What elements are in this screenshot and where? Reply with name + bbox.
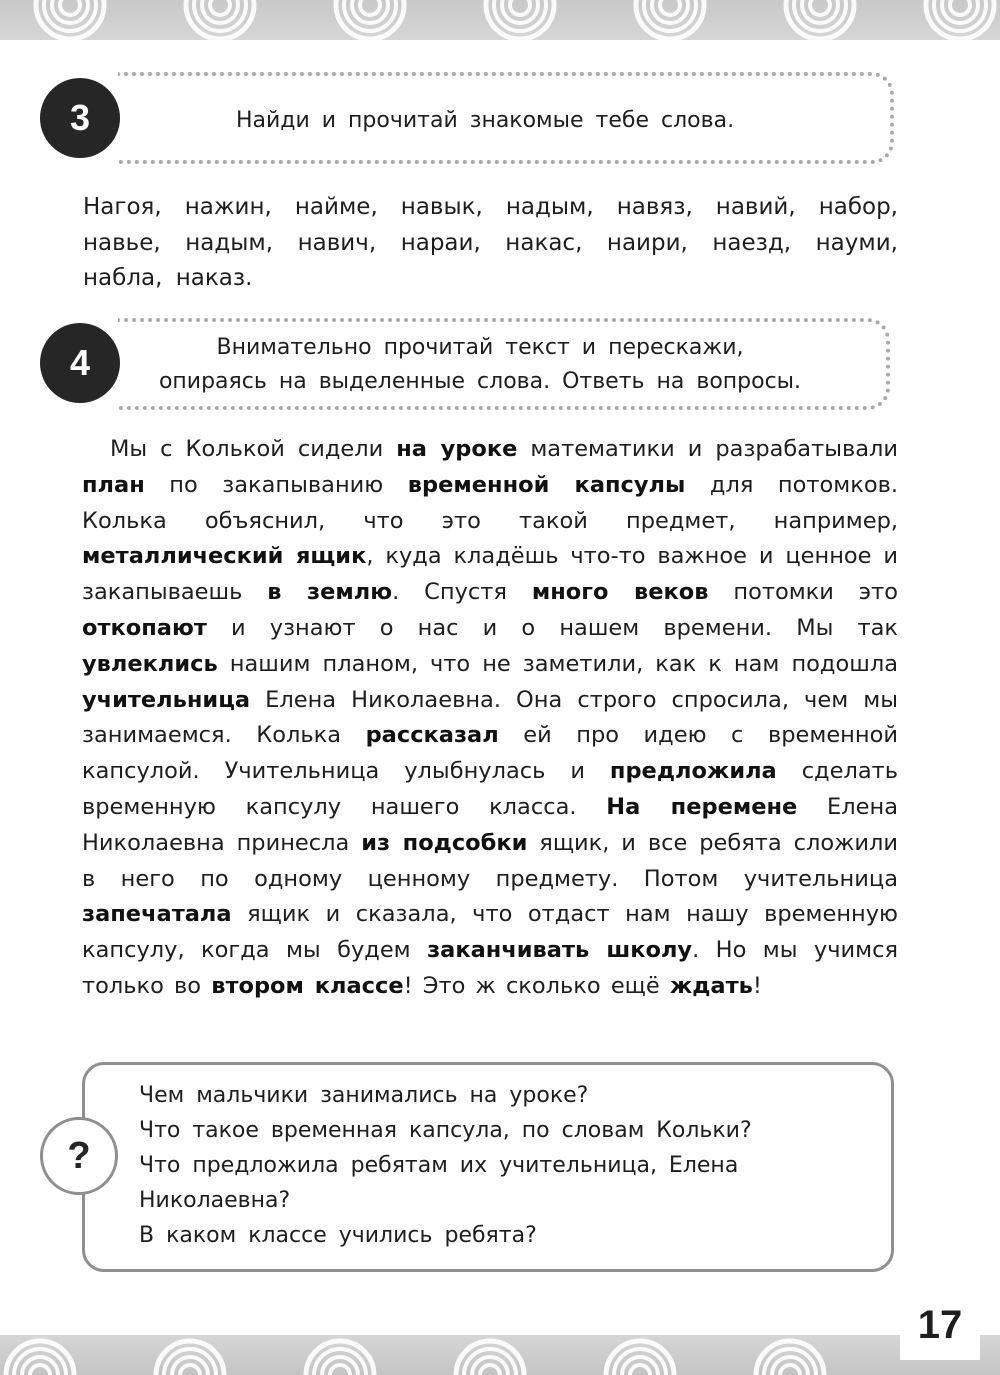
spiral-icon bbox=[186, 0, 254, 39]
keyword: план bbox=[82, 471, 145, 498]
keyword: откопают bbox=[82, 614, 207, 641]
keyword: рассказал bbox=[365, 722, 499, 749]
story-text-segment: ей про идею с временной капсулой. Учительница улыбнулась и bbox=[82, 722, 898, 785]
story-text-segment: ящик, и все ребята сложили в него по одному ценному предмету. Потом учительница bbox=[82, 829, 898, 892]
task4-instruction bbox=[130, 331, 830, 399]
keyword: запечатала bbox=[82, 901, 232, 928]
story-text-segment: по закапыванию bbox=[144, 471, 408, 498]
keyword: в землю bbox=[267, 579, 393, 606]
story-text-segment: и узнают о нас и о нашем времени. Мы так bbox=[206, 614, 898, 641]
spiral-icon bbox=[36, 0, 104, 39]
question-3-line1: Что предложила ребятам их учительница, Елена bbox=[139, 1153, 739, 1178]
task3-word-list: Нагоя, нажин, найме, навык, надым, навяз, навий, набор, навье, надым, навич, нараи, накас, наири, наезд, науми, набла, наказ. bbox=[83, 194, 898, 291]
spiral-icon bbox=[606, 1341, 674, 1375]
question-3-line2: Николаевна? bbox=[139, 1188, 291, 1213]
story-text bbox=[82, 432, 898, 1005]
spiral-icon bbox=[6, 1341, 74, 1375]
task4-instruction-line2: опираясь на выделенные слова. Ответь на вопросы. bbox=[158, 369, 802, 394]
story-text-segment: потомки это bbox=[708, 579, 899, 606]
bottom-decorative-band bbox=[0, 1335, 1000, 1375]
spiral-pattern bbox=[0, 1335, 1000, 1375]
page-number: 17 bbox=[900, 1290, 980, 1360]
story-text-segment: ящик и сказала, что отдаст нам нашу временную капсулу, когда мы будем bbox=[82, 901, 898, 964]
keyword: временной капсулы bbox=[407, 471, 686, 498]
spiral-icon bbox=[456, 1341, 524, 1375]
question-mark-symbol: ? bbox=[67, 1134, 91, 1177]
story-text-segment: . Но мы учимся только во bbox=[82, 937, 898, 999]
question-2: Что такое временная капсула, по словам Кольки? bbox=[139, 1118, 752, 1143]
question-4: В каком классе учились ребята? bbox=[139, 1223, 537, 1248]
keyword: втором классе bbox=[211, 972, 404, 999]
keyword: ждать bbox=[669, 972, 753, 999]
keyword: металлический ящик bbox=[82, 543, 367, 570]
keyword: много веков bbox=[531, 579, 709, 606]
spiral-icon bbox=[756, 1341, 824, 1375]
story-text-segment: сделать временную капсулу нашего класса. bbox=[82, 758, 898, 820]
story-text-segment: Мы с Колькой сидели bbox=[110, 436, 397, 462]
keyword: На перемене bbox=[606, 793, 798, 820]
story-text-segment: . Спустя bbox=[392, 579, 532, 606]
story-text-segment: для потомков. Колька объяснил, что это такой предмет, например, bbox=[82, 471, 898, 534]
story-text-segment: Елена Николаевна. Она строго спросила, чем мы занимаемся. Колька bbox=[82, 686, 898, 749]
story-text-segment: , куда кладёшь что-то важное и ценное и закапываешь bbox=[82, 543, 898, 606]
story-text-segment: Елена Николаевна принесла bbox=[82, 793, 898, 856]
spiral-icon bbox=[306, 1341, 374, 1375]
story-text-segment: ! Это ж сколько ещё bbox=[403, 972, 670, 999]
spiral-pattern bbox=[0, 0, 1000, 40]
task3-number-badge bbox=[40, 78, 120, 158]
question-1: Чем мальчики занимались на уроке? bbox=[139, 1083, 589, 1108]
spiral-icon bbox=[156, 1341, 224, 1375]
question-mark-icon bbox=[40, 1117, 118, 1195]
story-text-segment: ! bbox=[752, 972, 762, 999]
top-decorative-band bbox=[0, 0, 1000, 40]
task4-number-badge bbox=[40, 323, 120, 403]
keyword: учительница bbox=[82, 686, 251, 713]
spiral-icon bbox=[636, 0, 704, 39]
story-paragraph bbox=[82, 432, 898, 1005]
keyword: предложила bbox=[609, 758, 777, 785]
keyword: увлеклись bbox=[82, 650, 218, 677]
task3-instruction: Найди и прочитай знакомые тебе слова. bbox=[235, 108, 735, 133]
task4-instruction-line1: Внимательно прочитай текст и перескажи, bbox=[216, 335, 744, 360]
spiral-icon bbox=[486, 0, 554, 39]
keyword: на уроке bbox=[396, 436, 518, 462]
task3-number: 3 bbox=[69, 97, 91, 138]
story-text-segment: математики и разрабатывали bbox=[517, 436, 899, 462]
story-text-segment: нашим планом, что не заметили, как к нам подошла bbox=[217, 650, 898, 677]
questions-list bbox=[139, 1078, 859, 1253]
task4-number: 4 bbox=[69, 342, 91, 383]
spiral-icon bbox=[926, 0, 994, 39]
keyword: заканчивать школу bbox=[427, 937, 693, 964]
spiral-icon bbox=[786, 0, 854, 39]
spiral-icon bbox=[336, 0, 404, 39]
keyword: из подсобки bbox=[361, 829, 528, 856]
